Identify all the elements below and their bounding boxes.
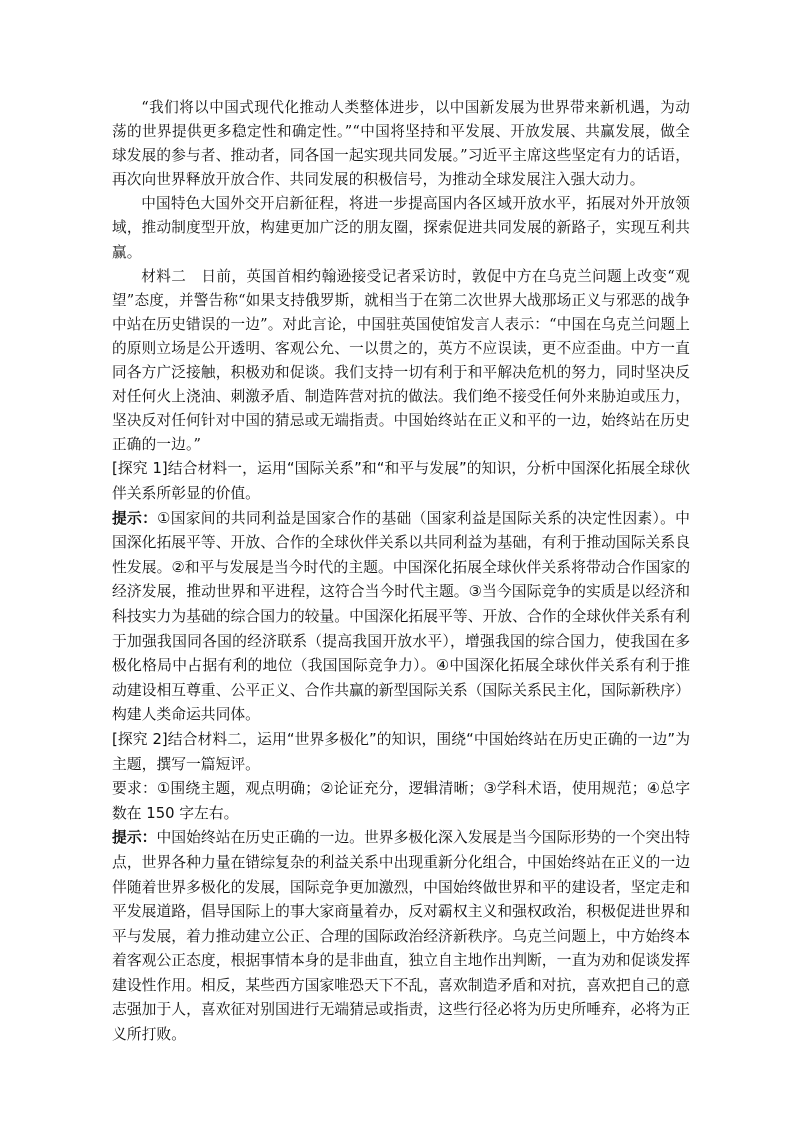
explore-1-hint (112, 507, 690, 728)
explore-1-hint-label: 提示： (112, 509, 158, 527)
material-two-paragraph: 材料二 日前，英国首相约翰逊接受记者采访时，敦促中方在乌克兰问题上改变“观望”态度，并警告称“如果支持俄罗斯，就相当于在第二次世界大战那场正义与邪恶的战争中站在历史错误的一边”。对此言论，中国驻英国使馆发言人表示：“中国在乌克兰问题上的原则立场是公开透明、客观公允、一以贯之的，英方不应误读，更不应歪曲。中方一直同各方广泛接触，积极劝和促谈。我们支持一切有利于和平解决危机的努力，同时坚决反对任何火上浇油、刺激矛盾、制造阵营对抗的做法。我们绝不接受任何外来胁迫或压力，坚决反对任何针对中国的猜忌或无端指责。中国始终站在正义和平的一边，始终站在历史正确的一边。” (112, 267, 690, 454)
explore-2-hint-text: 中国始终站在历史正确的一边。世界多极化深入发展是当今国际形势的一个突出特点，世界各种力量在错综复杂的利益关系中出现重新分化组合，中国始终站在正义的一边伴随着世界多极化的发展，国际竞争更加激烈，中国始终做世界和平的建设者，坚定走和平发展道路，倡导国际上的事大家商量着办，反对霸权主义和强权政治，积极促进世界和平与发展，着力推动建立公正、合理的国际政治经济新秩序。乌克兰问题上，中方始终本着客观公正态度，根据事情本身的是非曲直，独立自主地作出判断，一直为劝和促谈发挥建设性作用。相反，某些西方国家唯恐天下不乱，喜欢制造矛盾和对抗，喜欢把自己的意志强加于人，喜欢征对别国进行无端猜忌或指责，这些行径必将为历史所唾弃，必将为正义所打败。 (112, 829, 690, 1044)
document-page (112, 96, 690, 1048)
explore-2-hint (112, 826, 690, 1047)
material-one-paragraph-2: 中国特色大国外交开启新征程，将进一步提高国内各区域开放水平，拓展对外开放领域，推动制度型开放，构建更加广泛的朋友圈，探索促进共同发展的新路子，实现互利共赢。 (112, 195, 690, 261)
explore-1-question: [探究 1]结合材料一，运用“国际关系”和“和平与发展”的知识，分析中国深化拓展全球伙伴关系所彰显的价值。 (112, 460, 690, 502)
explore-2-hint-label: 提示： (112, 829, 157, 847)
explore-section (112, 457, 690, 1047)
material-section (112, 96, 690, 457)
explore-2-question: [探究 2]结合材料二，运用“世界多极化”的知识，围绕“中国始终站在历史正确的一边”为主题，撰写一篇短评。 (112, 730, 690, 773)
material-one-paragraph-1: “我们将以中国式现代化推动人类整体进步，以中国新发展为世界带来新机遇，为动荡的世界提供更多稳定性和确定性。”“中国将坚持和平发展、开放发展、共赢发展，做全球发展的参与者、推动者，同各国一起实现共同发展。”习近平主席这些坚定有力的话语，再次向世界释放开放合作、共同发展的积极信号，为推动全球发展注入强大动力。 (112, 99, 690, 189)
explore-1-hint-text: ①国家间的共同利益是国家合作的基础（国家利益是国际关系的决定性因素）。中国深化拓展平等、开放、合作的全球伙伴关系以共同利益为基础，有利于推动国际关系良性发展。②和平与发展是当今时代的主题。中国深化拓展全球伙伴关系将带动合作国家的经济发展，推动世界和平进程，这符合当今时代主题。③当今国际竞争的实质是以经济和科技实力为基础的综合国力的较量。中国深化拓展平等、开放、合作的全球伙伴关系有利于加强我国同各国的经济联系（提高我国开放水平），增强我国的综合国力，使我国在多极化格局中占据有利的地位（我国国际竞争力）。④中国深化拓展全球伙伴关系有利于推动建设相互尊重、公平正义、合作共赢的新型国际关系（国际关系民主化，国际新秩序）构建人类命运共同体。 (112, 509, 690, 724)
explore-2-requirement: 要求：①围绕主题，观点明确；②论证充分，逻辑清晰；③学科术语，使用规范；④总字数在 150 字左右。 (112, 780, 690, 822)
